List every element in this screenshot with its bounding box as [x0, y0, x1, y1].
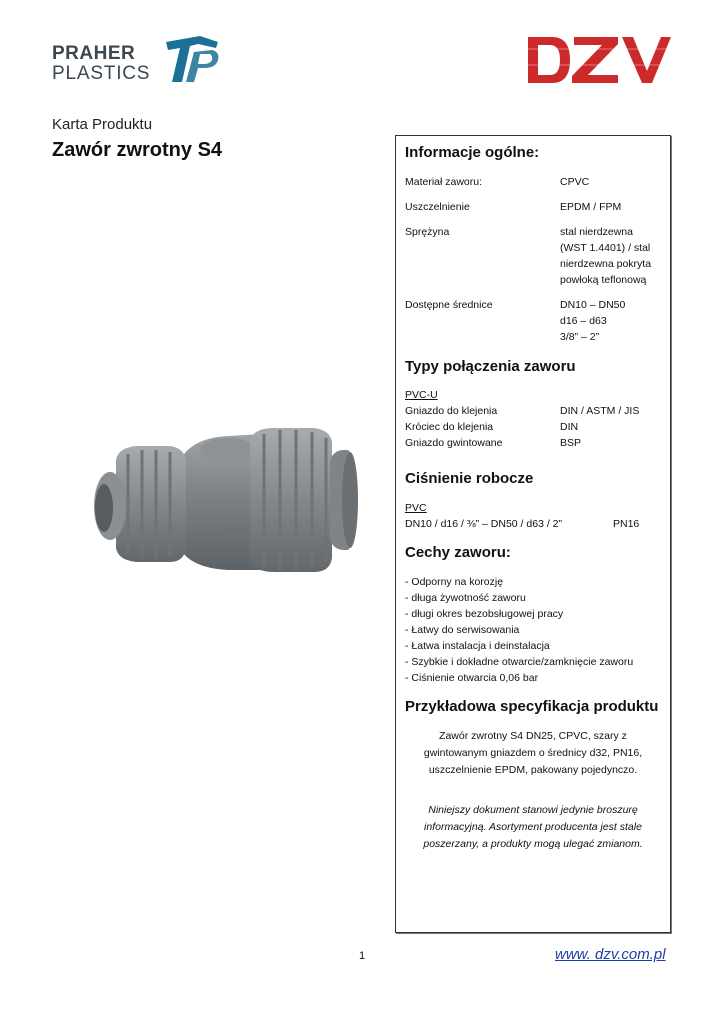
general-row-label: Materiał zaworu:	[405, 176, 483, 188]
feature-item: - długi okres bezobsługowej pracy	[405, 608, 564, 620]
spec-line: Zawór zwrotny S4 DN25, CPVC, szary z	[439, 730, 627, 742]
product-info-panel	[395, 135, 671, 933]
disclaimer-line: Niniejszy dokument stanowi jedynie broszurę	[428, 804, 638, 816]
spec-line: uszczelnienie EPDM, pakowany pojedynczo.	[428, 764, 638, 776]
praher-tp-mark-icon	[160, 28, 222, 86]
feature-item: - Łatwa instalacja i deinstalacja	[405, 640, 550, 652]
pressure-range: DN10 / d16 / ⅜” – DN50 / d63 / 2”	[405, 518, 562, 530]
logo-word-plastics: PLASTICS	[52, 63, 151, 84]
general-row-label: Dostępne średnice	[405, 299, 493, 311]
general-row-label: Sprężyna	[405, 226, 450, 238]
disclaimer-line: informacyjną. Asortyment producenta jest stale	[424, 821, 642, 833]
feature-item: - Ciśnienie otwarcia 0,06 bar	[405, 672, 539, 684]
general-info-heading: Informacje ogólne:	[405, 144, 540, 161]
praher-plastics-logo	[52, 28, 222, 90]
general-row-label: Uszczelnienie	[405, 201, 470, 213]
general-row-value: nierdzewna pokryta	[560, 258, 652, 270]
connection-row-label: Gniazdo do klejenia	[405, 405, 498, 417]
website-link[interactable]: www. dzv.com.pl	[555, 946, 666, 963]
logo-word-praher: PRAHER	[52, 43, 136, 64]
general-row-value: EPDM / FPM	[560, 201, 622, 213]
feature-item: - długa żywotność zaworu	[405, 592, 526, 604]
connection-material-label: PVC-U	[405, 389, 438, 401]
connection-row-value: BSP	[560, 437, 582, 449]
spec-line: gwintowanym gniazdem o średnicy d32, PN16,	[423, 747, 643, 759]
feature-item: - Łatwy do serwisowania	[405, 624, 520, 636]
disclaimer-line: poszerzany, a produkty mogą ulegać zmianom.	[423, 838, 643, 850]
general-row-value: 3/8” – 2”	[560, 331, 600, 343]
feature-item: - Odporny na korozję	[405, 576, 504, 588]
pressure-material-label: PVC	[405, 502, 427, 514]
check-valve-image	[78, 420, 378, 590]
page-title: Zawór zwrotny S4	[52, 139, 223, 161]
general-row-value: DN10 – DN50	[560, 299, 626, 311]
connection-row-value: DIN / ASTM / JIS	[560, 405, 640, 417]
connection-types-heading: Typy połączenia zaworu	[405, 358, 576, 375]
connection-row-value: DIN	[560, 421, 579, 433]
dzv-logo	[526, 35, 672, 85]
general-row-value: CPVC	[560, 176, 590, 188]
general-row-value: d16 – d63	[560, 315, 607, 327]
spec-example-heading: Przykładowa specyfikacja produktu	[405, 698, 659, 715]
page-number: 1	[359, 950, 366, 962]
general-row-value: (WST 1.4401) / stal	[560, 242, 651, 254]
features-heading: Cechy zaworu:	[405, 544, 511, 561]
working-pressure-heading: Ciśnienie robocze	[405, 470, 534, 487]
general-row-value: powłoką teflonową	[560, 274, 647, 286]
pressure-rating: PN16	[613, 518, 640, 530]
connection-row-label: Króciec do klejenia	[405, 421, 494, 433]
feature-item: - Szybkie i dokładne otwarcie/zamknięcie zaworu	[405, 656, 634, 668]
general-row-value: stal nierdzewna	[560, 226, 633, 238]
document-type-label: Karta Produktu	[52, 116, 153, 133]
connection-row-label: Gniazdo gwintowane	[405, 437, 503, 449]
